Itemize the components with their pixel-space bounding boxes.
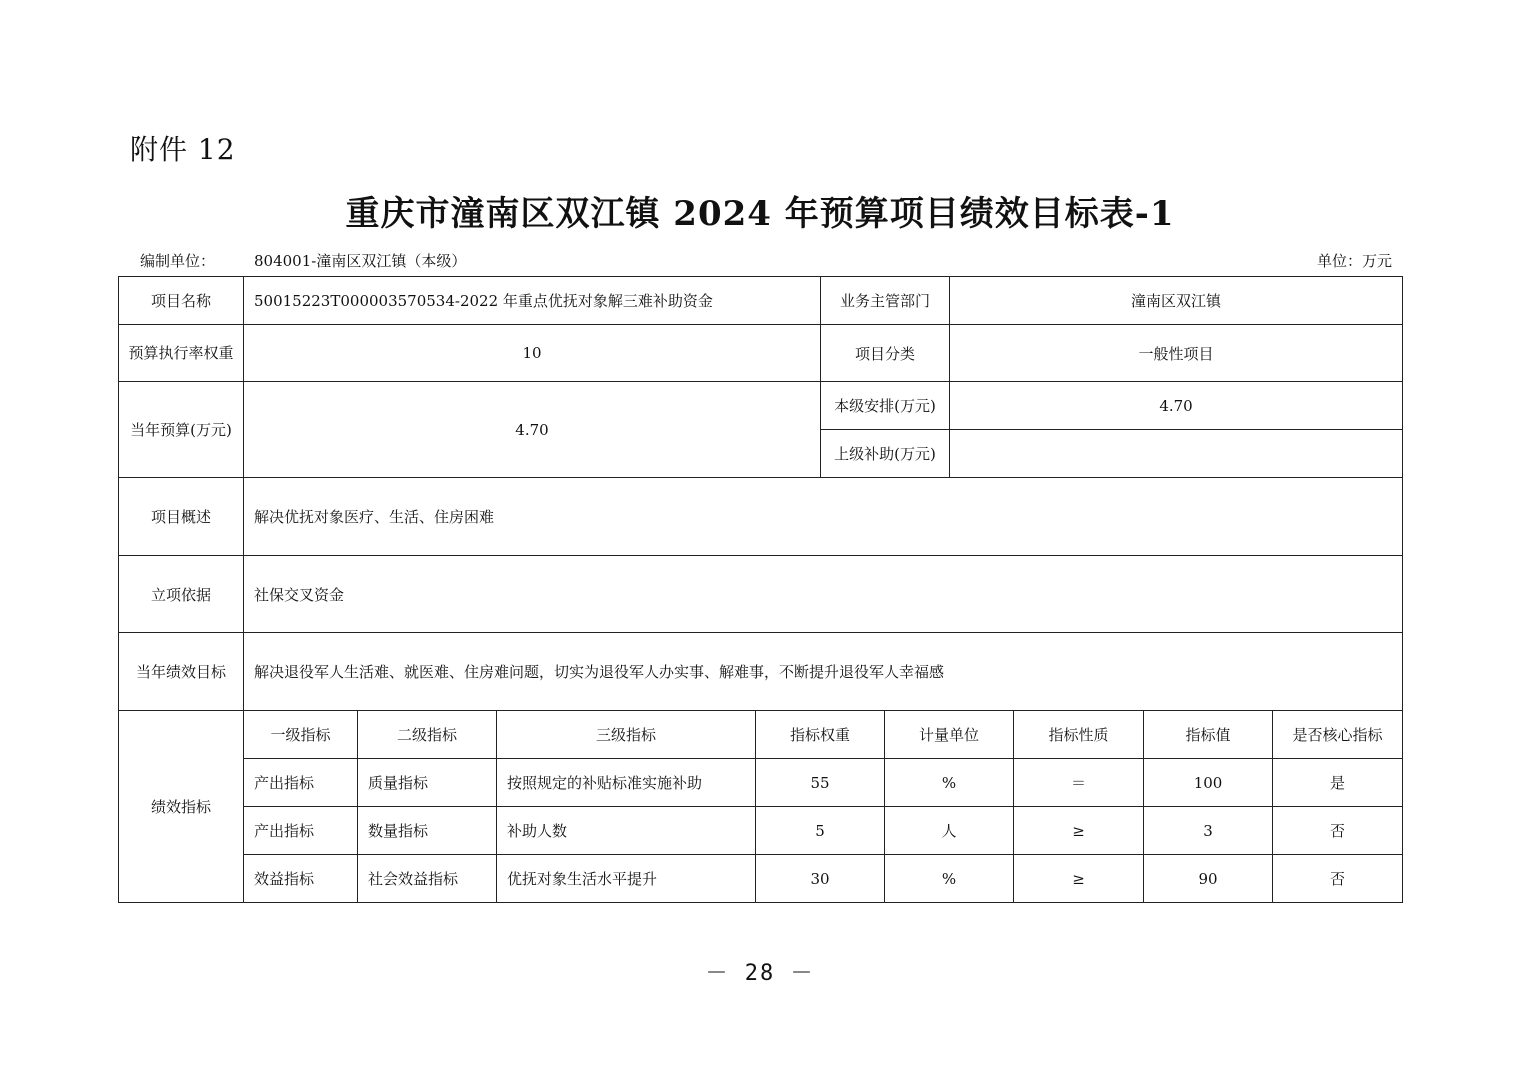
level3-cell: 补助人数 bbox=[497, 807, 756, 855]
page-number: － 28 － bbox=[705, 961, 815, 986]
org-label: 编制单位： bbox=[140, 252, 216, 270]
value-cell: 100 bbox=[1144, 759, 1273, 807]
nature-cell: ≥ bbox=[1014, 807, 1144, 855]
header-nature: 指标性质 bbox=[1014, 711, 1144, 759]
level1-cell: 产出指标 bbox=[244, 807, 358, 855]
header-weight: 指标权重 bbox=[756, 711, 885, 759]
local-arrangement-value: 4.70 bbox=[950, 382, 1403, 430]
value-cell: 3 bbox=[1144, 807, 1273, 855]
unit-label: 单位：万元 bbox=[1316, 252, 1392, 270]
level2-cell: 数量指标 bbox=[358, 807, 497, 855]
attachment-label: 附件 12 bbox=[130, 133, 236, 166]
level2-cell: 社会效益指标 bbox=[358, 855, 497, 903]
is-core-cell: 是 bbox=[1273, 759, 1403, 807]
budget-value: 4.70 bbox=[244, 382, 821, 478]
dept-value: 潼南区双江镇 bbox=[950, 277, 1403, 325]
performance-table bbox=[118, 276, 1403, 903]
table-row bbox=[119, 855, 1403, 903]
level2-cell: 质量指标 bbox=[358, 759, 497, 807]
unit-cell: % bbox=[885, 759, 1014, 807]
upper-subsidy-label: 上级补助(万元) bbox=[821, 430, 950, 478]
weight-cell: 30 bbox=[756, 855, 885, 903]
basis-label: 立项依据 bbox=[119, 556, 244, 633]
value-cell: 90 bbox=[1144, 855, 1273, 903]
level3-cell: 按照规定的补贴标准实施补助 bbox=[497, 759, 756, 807]
level1-cell: 效益指标 bbox=[244, 855, 358, 903]
project-name-value: 50015223T000003570534-2022 年重点优抚对象解三难补助资金 bbox=[244, 277, 821, 325]
exec-weight-value: 10 bbox=[244, 325, 821, 382]
level3-cell: 优抚对象生活水平提升 bbox=[497, 855, 756, 903]
header-level1: 一级指标 bbox=[244, 711, 358, 759]
category-label: 项目分类 bbox=[821, 325, 950, 382]
basis-value: 社保交叉资金 bbox=[244, 556, 1403, 633]
overview-value: 解决优抚对象医疗、生活、住房困难 bbox=[244, 478, 1403, 556]
weight-cell: 55 bbox=[756, 759, 885, 807]
goal-value: 解决退役军人生活难、就医难、住房难问题，切实为退役军人办实事、解难事，不断提升退役军人幸福感 bbox=[244, 633, 1403, 711]
header-level2: 二级指标 bbox=[358, 711, 497, 759]
category-value: 一般性项目 bbox=[950, 325, 1403, 382]
header-unit: 计量单位 bbox=[885, 711, 1014, 759]
is-core-cell: 否 bbox=[1273, 855, 1403, 903]
local-arrangement-label: 本级安排(万元) bbox=[821, 382, 950, 430]
overview-label: 项目概述 bbox=[119, 478, 244, 556]
is-core-cell: 否 bbox=[1273, 807, 1403, 855]
unit-cell: % bbox=[885, 855, 1014, 903]
unit-cell: 人 bbox=[885, 807, 1014, 855]
dept-label: 业务主管部门 bbox=[821, 277, 950, 325]
goal-label: 当年绩效目标 bbox=[119, 633, 244, 711]
table-row bbox=[119, 759, 1403, 807]
table-row bbox=[119, 807, 1403, 855]
exec-weight-label: 预算执行率权重 bbox=[119, 325, 244, 382]
org-value: 804001-潼南区双江镇（本级） bbox=[254, 252, 467, 270]
page-title: 重庆市潼南区双江镇 2024 年预算项目绩效目标表-1 bbox=[345, 194, 1175, 234]
nature-cell: ≥ bbox=[1014, 855, 1144, 903]
level1-cell: 产出指标 bbox=[244, 759, 358, 807]
weight-cell: 5 bbox=[756, 807, 885, 855]
budget-label: 当年预算(万元) bbox=[119, 382, 244, 478]
header-level3: 三级指标 bbox=[497, 711, 756, 759]
nature-cell: ＝ bbox=[1014, 759, 1144, 807]
header-is-core: 是否核心指标 bbox=[1273, 711, 1403, 759]
upper-subsidy-value bbox=[950, 430, 1403, 478]
header-value: 指标值 bbox=[1144, 711, 1273, 759]
indicators-section-label: 绩效指标 bbox=[119, 711, 244, 903]
project-name-label: 项目名称 bbox=[119, 277, 244, 325]
